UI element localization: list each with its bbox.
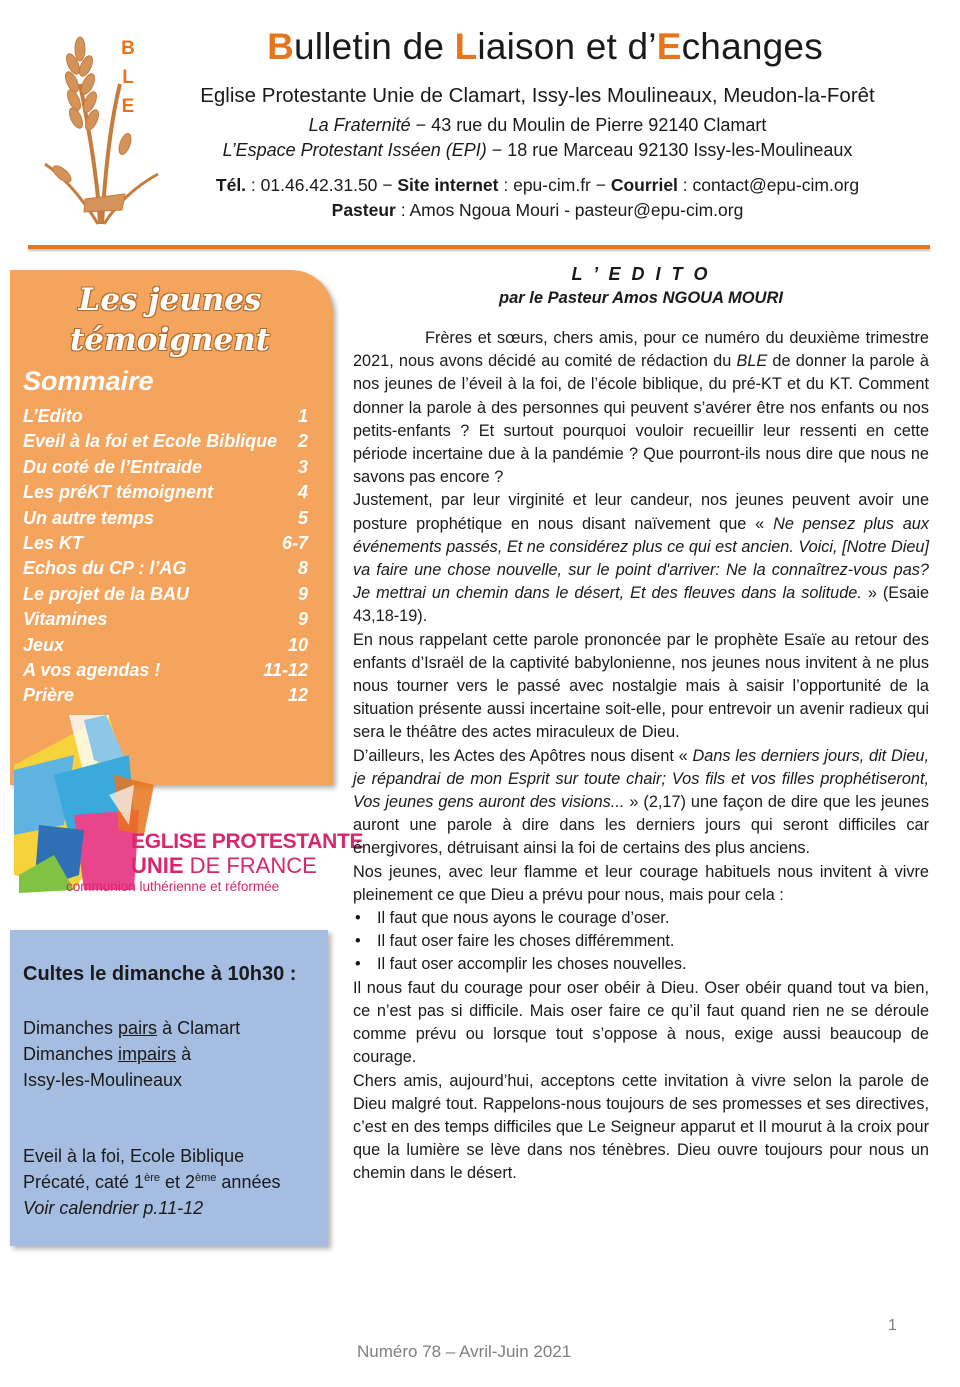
toc-item[interactable] <box>23 506 308 531</box>
toc-label: Vitamines <box>23 609 108 630</box>
toc-label: Jeux <box>23 634 65 655</box>
edito-bullet: • Il faut oser faire les choses différemment. <box>353 930 929 953</box>
toc-page: 9 <box>297 583 308 604</box>
edito-quote: Dans les derniers jours, dit Dieu, je répandrai de mon Esprit sur toute chair; Vos fils et vos filles prophétiseront, Vos jeunes gens auront des visions... <box>353 746 929 812</box>
address-name: L’Espace Protestant Isséen (EPI) <box>222 140 487 160</box>
mail-link[interactable]: : contact@epu-cim.org <box>677 175 860 195</box>
site-link[interactable]: : epu-cim.fr − <box>498 175 611 195</box>
epudf-de-france: DE FRANCE <box>183 853 317 878</box>
banner-line: Les jeunes <box>78 282 262 318</box>
toc-label: Eveil à la foi et Ecole Biblique <box>23 431 278 452</box>
edito-paragraph <box>353 327 929 489</box>
epudf-name-line2 <box>131 853 317 879</box>
address-epi <box>150 140 925 161</box>
toc-page: 12 <box>287 685 308 706</box>
toc-label: Les KT <box>23 532 84 553</box>
toc-item[interactable] <box>23 556 308 581</box>
header-divider <box>28 245 930 249</box>
toc-page: 6-7 <box>281 532 308 553</box>
toc-label: Prière <box>23 685 75 706</box>
toc-label: Les préKT témoignent <box>23 482 214 503</box>
edito-text: de donner la parole à nos jeunes de l’éveil à la foi, de l’école biblique, du pré-KT et du KT. Comment donner la parole à des personnes qui peuvent s’avérer être nos enfants ou nos petits-enfants ? Et surtout pourquoi vouloir recueillir leur ressenti en cette période incertaine due à la pandémie ? Que pourront-ils nous dire que nous ne savons pas encore ? <box>353 352 929 487</box>
edito-body <box>353 327 929 1186</box>
cultes-line-issy: Issy-les-Moulineaux <box>23 1070 183 1090</box>
toc-page: 9 <box>297 609 308 630</box>
edito-paragraph: En nous rappelant cette parole prononcée par le prophète Esaïe au retour des enfants d’Israël de la captivité babylonienne, nos jeunes nous invitent à ne plus nous tourner vers le passé avec nostalgie mais à saisir l’opportunité de la situation présente aussi incertaine soit-elle, pour entrevoir un avenir radieux qui sera le théâtre des actes miraculeux de Dieu. <box>353 630 929 742</box>
jeunes-banner <box>25 280 315 360</box>
edito-text: Justement, par leur virginité et leur candeur, nos jeunes peuvent avoir une posture prophétique en nous disant naïvement que « <box>353 491 929 533</box>
edito-ble: BLE <box>736 352 768 371</box>
cultes-text: Dimanches <box>23 1018 119 1038</box>
toc-label: Le projet de la BAU <box>23 583 190 604</box>
bulletin-title <box>175 26 915 68</box>
address-fraternite <box>150 115 925 136</box>
toc-label: Un autre temps <box>23 507 155 528</box>
edito-bullet: • Il faut oser accomplir les choses nouvelles. <box>353 953 929 976</box>
title-part: iaison et d’ <box>477 26 657 67</box>
edito-title: L ’ E D I T O <box>571 264 711 284</box>
toc-page: 2 <box>297 431 308 452</box>
cultes-text: Dimanches <box>23 1044 119 1064</box>
toc-item[interactable] <box>23 404 308 429</box>
address-street: − 18 rue Marceau 92130 Issy-les-Moulineaux <box>486 140 853 160</box>
contact-line <box>150 175 925 196</box>
toc-item[interactable] <box>23 455 308 480</box>
banner-line: témoignent <box>69 322 271 358</box>
toc-label: A vos agendas ! <box>23 659 161 680</box>
ble-letter-l: L <box>122 67 134 88</box>
ble-letter-e: E <box>121 96 135 117</box>
cultes-line-eveil: Eveil à la foi, Ecole Biblique <box>23 1146 245 1166</box>
cultes-line-calendrier: Voir calendrier p.11-12 <box>23 1198 204 1218</box>
ble-letters <box>118 34 138 121</box>
table-of-contents <box>23 404 308 709</box>
cultes-sup: ème <box>195 1172 217 1184</box>
toc-page: 5 <box>297 507 308 528</box>
cultes-line-pairs <box>23 1018 240 1039</box>
cultes-sup: ère <box>144 1172 160 1184</box>
epudf-tagline: communion luthérienne et réformée <box>66 879 280 894</box>
edito-paragraph <box>353 745 929 861</box>
address-street: − 43 rue du Moulin de Pierre 92140 Clamart <box>410 115 767 135</box>
cultes-line-impairs <box>23 1044 191 1065</box>
issue-label: Numéro 78 – Avril-Juin 2021 <box>357 1342 572 1361</box>
toc-label: Echos du CP : l’AG <box>23 558 187 579</box>
toc-page: 8 <box>297 558 308 579</box>
toc-item[interactable] <box>23 480 308 505</box>
toc-item[interactable] <box>23 658 308 683</box>
toc-item[interactable] <box>23 582 308 607</box>
cultes-text: à <box>176 1044 192 1064</box>
toc-item[interactable] <box>23 531 308 556</box>
cultes-text: années <box>216 1172 281 1192</box>
page-number: 1 <box>888 1317 897 1334</box>
pastor-value: : Amos Ngoua Mouri - pasteur@epu-cim.org <box>395 200 744 220</box>
cultes-title: Cultes le dimanche à 10h30 : <box>23 963 297 985</box>
toc-label: Du coté de l’Entraide <box>23 456 203 477</box>
pastor-label: Pasteur <box>331 200 396 220</box>
cultes-underlined: pairs <box>118 1018 158 1038</box>
cultes-text: à Clamart <box>157 1018 241 1038</box>
edito-bullet: • Il faut que nous ayons le courage d’oser. <box>353 907 929 930</box>
cultes-line-precate <box>23 1172 280 1193</box>
toc-page: 10 <box>287 634 308 655</box>
edito-text: » (2,17) une façon de dire que les jeunes auront une parole à dire dans les derniers jours qui seront difficiles car énergivores, détruisant ainsi la foi de certains des plus anciens. <box>353 793 929 858</box>
edito-paragraph: Il nous faut du courage pour oser obéir à Dieu. Oser obéir quand tout va bien, ce n’est pas si difficile. Mais oser faire ce qu’il faut quand rien ne se déroule comme prévu ou lorsque tout s’oppose à nous, exige aussi beaucoup de courage. <box>353 978 929 1067</box>
edito-text: Frères et sœurs, chers amis, pour ce numéro du deuxième trimestre 2021, nous avons décidé au comité de rédaction du <box>353 329 929 371</box>
edito-bullets <box>353 907 929 977</box>
toc-page: 3 <box>297 456 308 477</box>
sommaire-title: Sommaire <box>23 366 154 396</box>
epudf-unie: UNIE <box>131 853 184 878</box>
cultes-text: et 2 <box>159 1172 196 1192</box>
toc-item[interactable] <box>23 683 308 708</box>
toc-item[interactable] <box>23 633 308 658</box>
edito-author: par le Pasteur Amos NGOUA MOURI <box>499 289 783 307</box>
toc-page: 11-12 <box>263 659 308 680</box>
edito-paragraph: Nos jeunes, avec leur flamme et leur courage habituels nous invitent à vivre pleinement ce que Dieu a prévu pour nous, mais pour cela : <box>353 862 929 904</box>
toc-item[interactable] <box>23 607 308 632</box>
edito-paragraph <box>353 489 929 628</box>
edito-text: D’ailleurs, les Actes des Apôtres nous disent « <box>353 746 693 765</box>
title-part: ulletin de <box>294 26 455 67</box>
title-cap-e: E <box>656 26 682 67</box>
pastor-line <box>150 200 925 221</box>
edito-paragraph: Chers amis, aujourd’hui, acceptons cette invitation à vivre selon la parole de Dieu malgré tout. Rappelons-nous toujours de ses promesses et ses directives, c’est en des temps difficiles que Le Seigneur apparut et Il mourut à la croix pour que la lumière se lève dans nos ténèbres. Dieu ouvre toujours pour nous un chemin dans le désert. <box>353 1071 929 1183</box>
toc-label: L’Edito <box>23 406 83 426</box>
site-label: Site internet <box>397 175 499 195</box>
title-cap-b: B <box>267 26 295 67</box>
tel-value: : 01.46.42.31.50 − <box>246 175 398 195</box>
title-part: changes <box>681 26 823 67</box>
edito-text: » (Esaie 43,18-19). <box>353 584 929 626</box>
cultes-underlined: impairs <box>118 1044 177 1064</box>
toc-item[interactable] <box>23 429 308 454</box>
title-cap-l: L <box>454 26 478 67</box>
wheat-logo <box>40 24 165 239</box>
ble-letter-b: B <box>121 38 135 59</box>
toc-page: 1 <box>297 406 308 426</box>
mail-label: Courriel <box>610 175 678 195</box>
edito-quote: Ne pensez plus aux événements passés, Et ne considérez plus ce qui est ancien. Voici, [Notre Dieu] va faire une chose nouvelle, sur le point d'arriver: Ne la connaîtrez-vous pas? Je mettrai un chemin dans le désert, Et des fleuves dans la solitude. <box>353 514 929 603</box>
church-name: Eglise Protestante Unie de Clamart, Issy-les Moulineaux, Meudon-la-Forêt <box>200 84 875 107</box>
toc-page: 4 <box>297 482 308 503</box>
cultes-text: Précaté, caté 1 <box>23 1172 145 1192</box>
epudf-name-line1: EGLISE PROTESTANTE <box>131 830 364 853</box>
address-name: La Fraternité <box>308 115 411 135</box>
tel-label: Tél. <box>215 175 247 195</box>
